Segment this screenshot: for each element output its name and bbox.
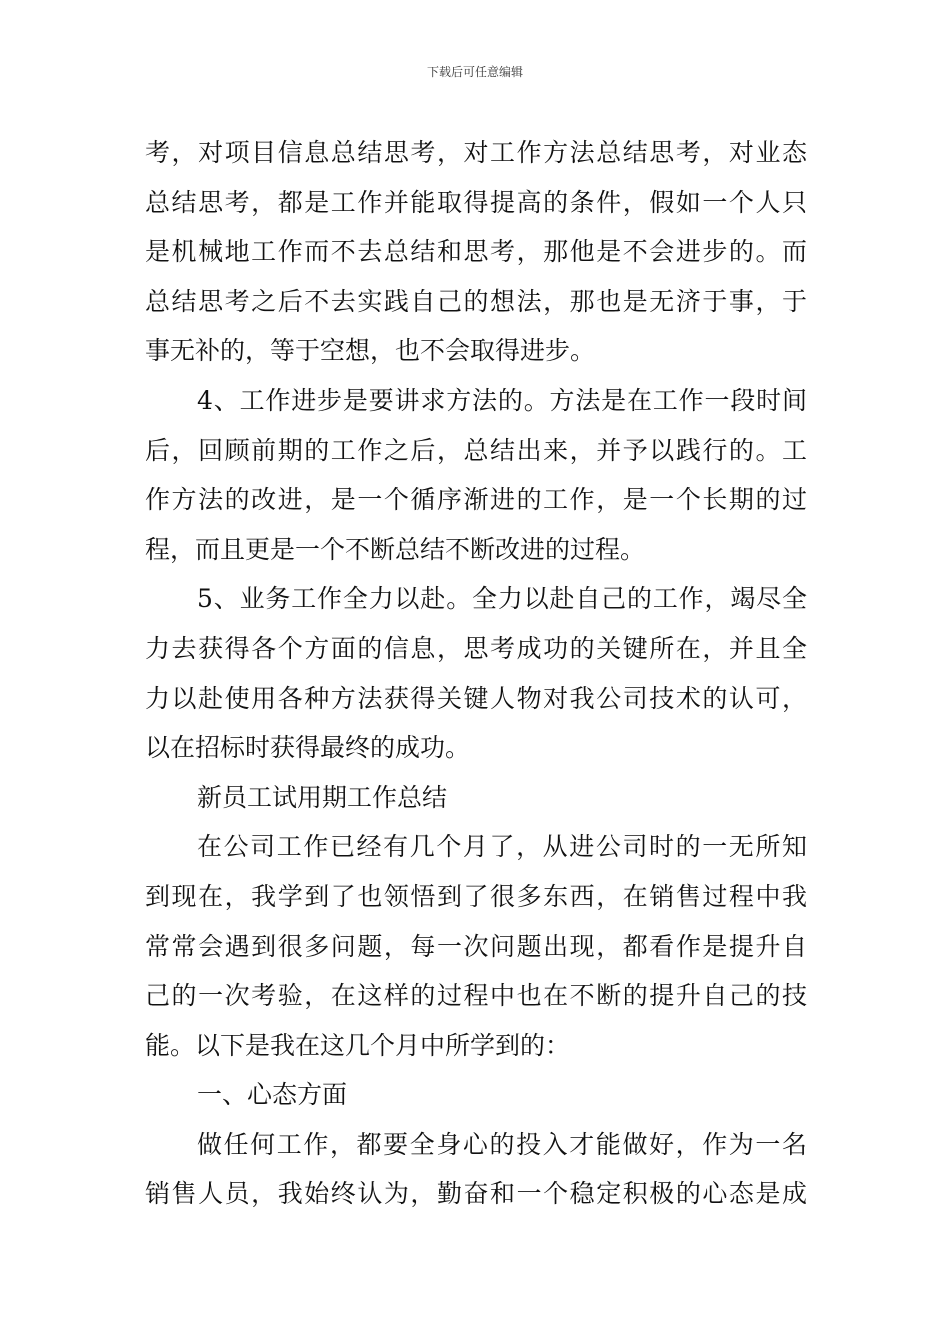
- text-line: 力以赴使用各种方法获得关键人物对我公司技术的认可，: [145, 683, 807, 713]
- text-line: 做任何工作，都要全身心的投入才能做好，作为一名: [197, 1129, 807, 1159]
- text-line: 考，对项目信息总结思考，对工作方法总结思考，对业态: [145, 138, 807, 167]
- text-line: 到现在，我学到了也领悟到了很多东西，在销售过程中我: [145, 881, 807, 911]
- page-header: 下载后可任意编辑: [426, 65, 523, 79]
- text-line: 是机械地工作而不去总结和思考，那他是不会进步的。而: [145, 237, 807, 267]
- text-line: 总结思考之后不去实践自己的想法，那也是无济于事，于: [145, 286, 807, 316]
- text-line: 总结思考，都是工作并能取得提高的条件，假如一个人只: [145, 187, 807, 217]
- text-line: 常常会遇到很多问题，每一次问题出现，都看作是提升自: [145, 931, 807, 961]
- text-line: 后，回顾前期的工作之后，总结出来，并予以践行的。工: [145, 435, 807, 465]
- text-line: 4、工作进步是要讲求方法的。方法是在工作一段时间: [197, 385, 807, 415]
- text-line: 销售人员，我始终认为，勤奋和一个稳定积极的心态是成: [145, 1179, 807, 1209]
- document-body: [145, 128, 807, 1219]
- text-line: 作方法的改进，是一个循序渐进的工作，是一个长期的过: [145, 485, 807, 515]
- text-line: 新员工试用期工作总结: [197, 782, 448, 812]
- text-line: 在公司工作已经有几个月了，从进公司时的一无所知: [197, 832, 807, 862]
- text-line: 以在招标时获得最终的成功。: [145, 733, 471, 763]
- text-line: 能。以下是我在这几个月中所学到的：: [145, 1030, 571, 1060]
- text-line: 事无补的，等于空想，也不会取得进步。: [145, 336, 596, 366]
- text-line: 5、业务工作全力以赴。全力以赴自己的工作，竭尽全: [197, 584, 807, 614]
- text-line: 己的一次考验，在这样的过程中也在不断的提升自己的技: [145, 981, 807, 1011]
- text-line: 一、心态方面: [197, 1080, 348, 1110]
- text-line: 力去获得各个方面的信息，思考成功的关键所在，并且全: [145, 633, 807, 663]
- text-line: 程，而且更是一个不断总结不断改进的过程。: [145, 534, 646, 564]
